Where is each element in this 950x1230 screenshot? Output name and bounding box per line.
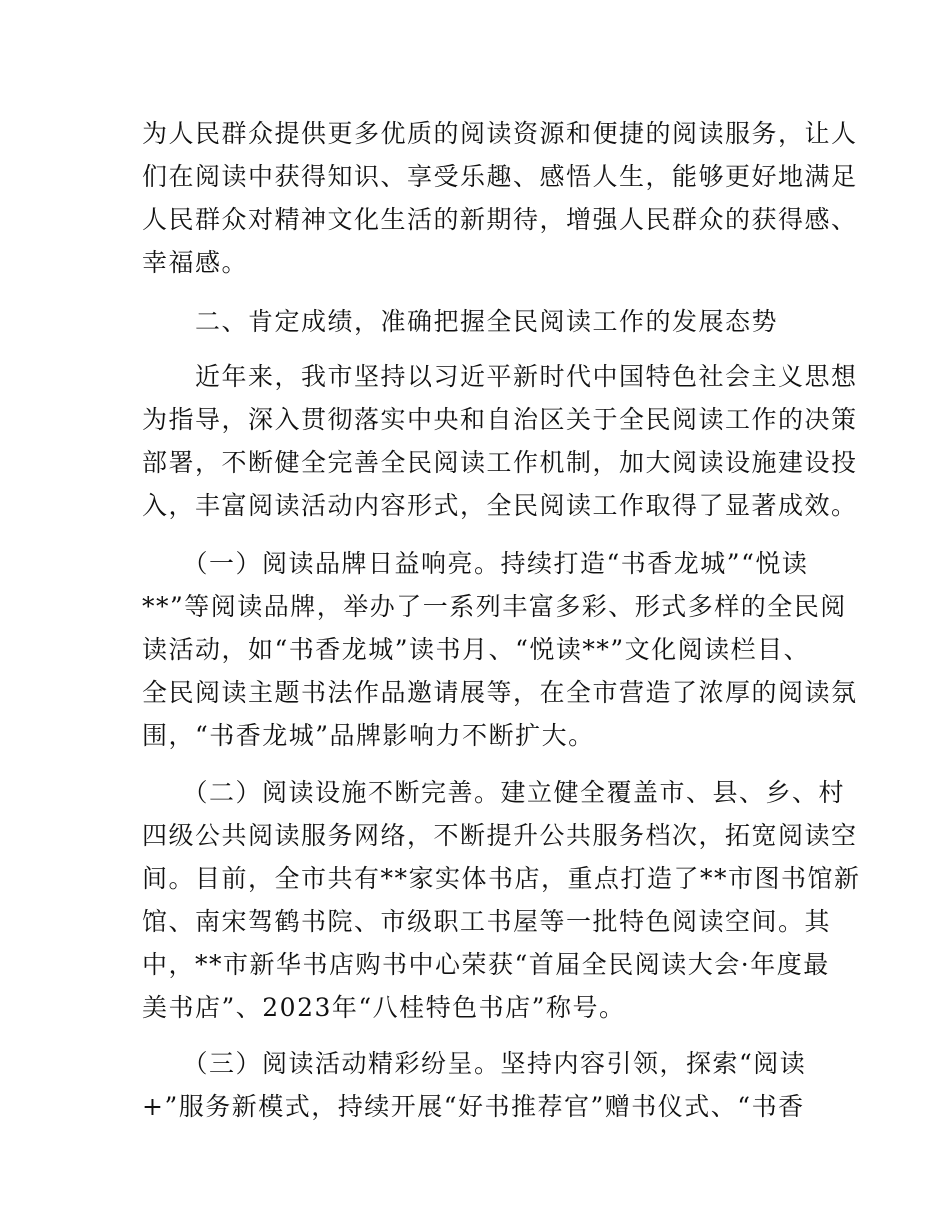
text-line: 读活动，如“书香龙城”读书月、“悦读**”文化阅读栏目、 [142,635,811,664]
text-line: 中，**市新华书店购书中心荣获“首届全民阅读大会·年度最 [142,950,830,979]
text-line: +”服务新模式，持续开展“好书推荐官”赠书仪式、“书香 [142,1092,805,1121]
text-line: 围，“书香龙城”品牌影响力不断扩大。 [142,721,595,750]
text-line: 馆、南宋驾鹤书院、市级职工书屋等一批特色阅读空间。其 [142,907,832,936]
text-line: （一）阅读品牌日益响亮。持续打造“书香龙城”“悦读 [142,549,809,578]
text-line: 人民群众对精神文化生活的新期待，增强人民群众的获得感、 [142,205,858,234]
text-line: 美书店”、2023年“八桂特色书店”称号。 [142,993,626,1022]
text-line: 部署，不断健全完善全民阅读工作机制，加大阅读设施建设投 [142,448,858,477]
text-line: 近年来，我市坚持以习近平新时代中国特色社会主义思想 [142,362,858,391]
text-line: **”等阅读品牌，举办了一系列丰富多彩、形式多样的全民阅 [142,592,847,621]
section-heading: 二、肯定成绩，准确把握全民阅读工作的发展态势 [142,307,779,336]
text-line: 入，丰富阅读活动内容形式，全民阅读工作取得了显著成效。 [142,491,858,520]
text-line: 间。目前，全市共有**家实体书店，重点打造了**市图书馆新 [142,864,861,893]
text-line: 为指导，深入贯彻落实中央和自治区关于全民阅读工作的决策 [142,405,858,434]
text-line: 四级公共阅读服务网络，不断提升公共服务档次，拓宽阅读空 [142,821,858,850]
text-line: 全民阅读主题书法作品邀请展等，在全市营造了浓厚的阅读氛 [142,678,858,707]
text-line: （三）阅读活动精彩纷呈。坚持内容引领，探索“阅读 [142,1049,807,1078]
text-line: 们在阅读中获得知识、享受乐趣、感悟人生，能够更好地满足 [142,162,858,191]
text-line: （二）阅读设施不断完善。建立健全覆盖市、县、乡、村 [142,778,846,807]
text-line: 幸福感。 [142,248,249,277]
text-line: 为人民群众提供更多优质的阅读资源和便捷的阅读服务，让人 [142,119,858,148]
